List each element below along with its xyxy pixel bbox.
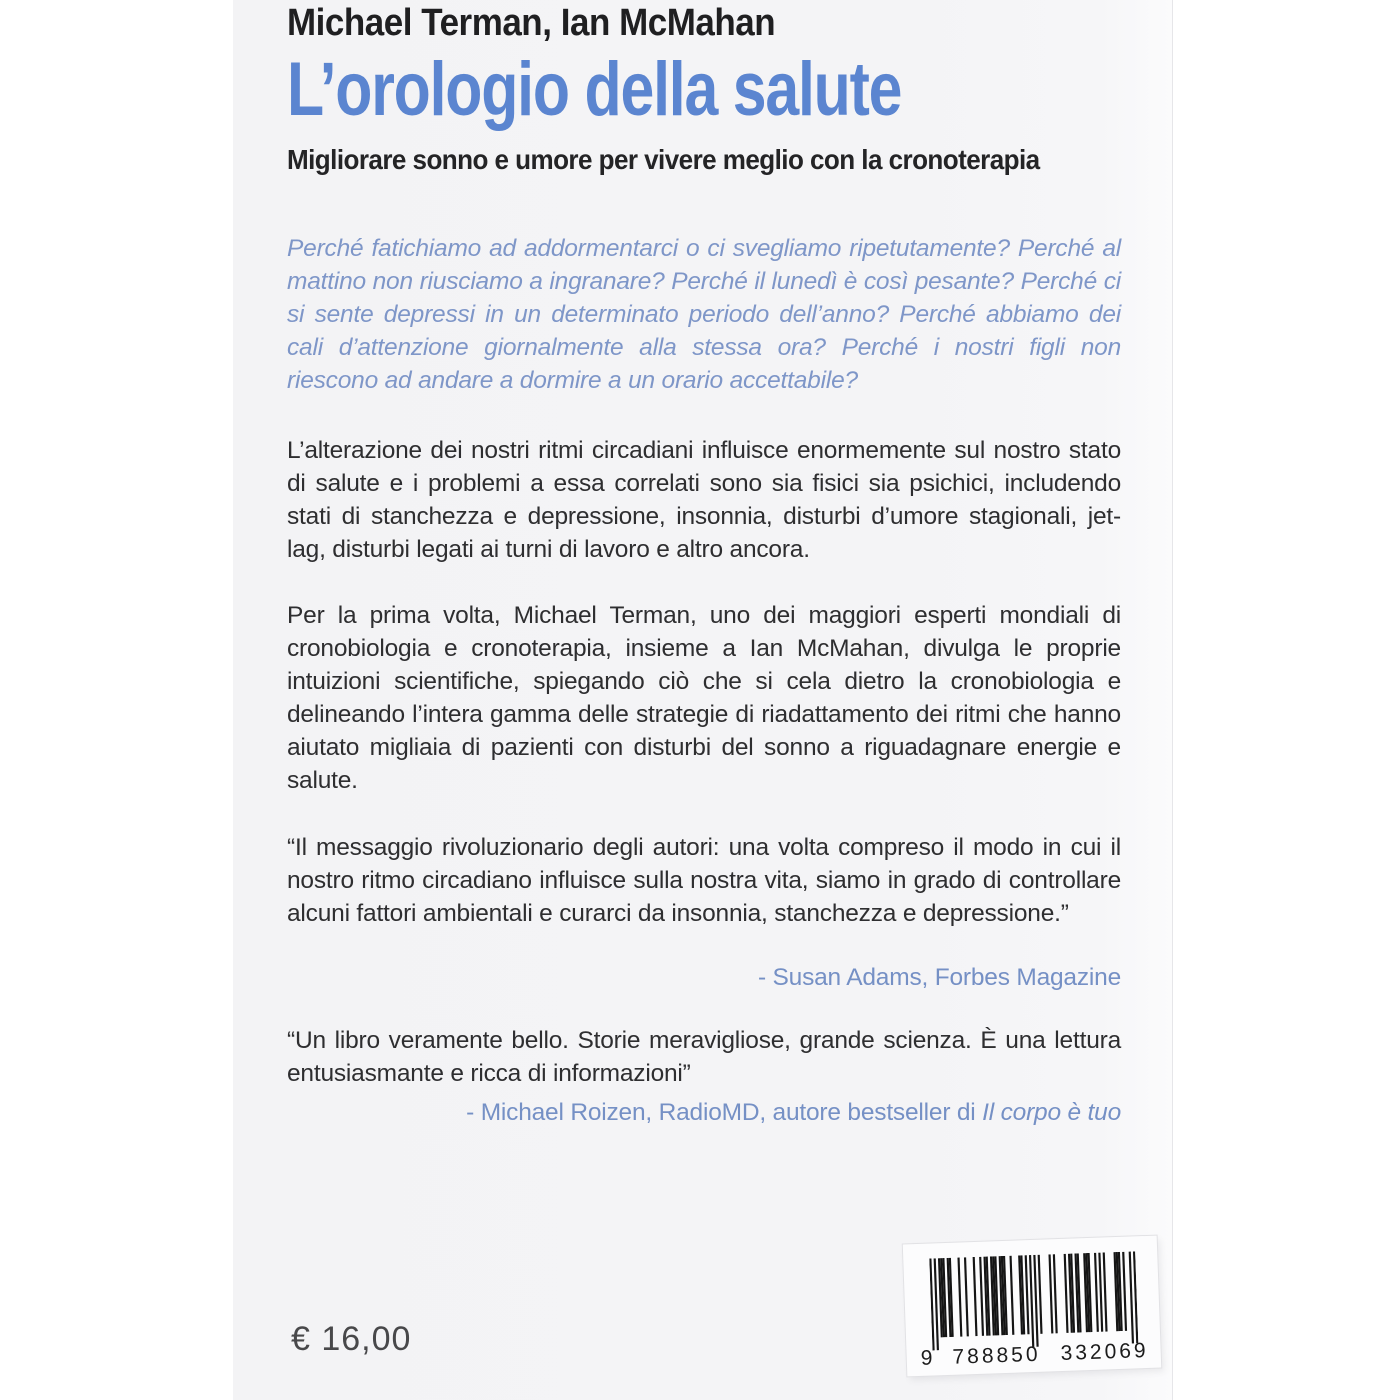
barcode-bars [929,1251,1138,1350]
barcode-digits-group1: 788850 [952,1342,1041,1369]
description-paragraph-1: L’alterazione dei nostri ritmi circadiani influisce enormemente sul nostro stato di salute e i problemi a essa correlati sono sia fisici sia psichici, includendo stati di stanchezza e depressione, insonnia, disturbi d’umore stagionali, jet-lag, disturbi legati ai turni di lavoro e altro ancora. [287,437,1121,563]
review-quote-roizen: “Un libro veramente bello. Storie meravigliose, grande scienza. È una lettura entusiasmante e ricca di informazioni” [287,1027,1121,1087]
price-label: € 16,00 [291,1320,412,1358]
book-subtitle: Migliorare sonno e umore per vivere meglio con la cronoterapia [287,144,1040,175]
book-title: L’orologio della salute [287,47,902,132]
referenced-book-title: Il corpo è tuo [982,1099,1121,1126]
barcode-digits-group2: 332069 [1060,1338,1150,1366]
book-back-cover [233,0,1173,1400]
barcode-label [903,1236,1161,1377]
review-quote-forbes: “Il messaggio rivoluzionario degli autori: una volta compreso il modo in cui il nostro ritmo circadiano influisce sulla nostra vita, siamo in grado di controllare alcuni fattori ambientali e curarci da insonnia, stanchezza e depressione.” [287,834,1121,927]
description-paragraph-2: Per la prima volta, Michael Terman, uno dei maggiori esperti mondiali di cronobiologia e cronoterapia, insieme a Ian McMahan, divulga le proprie intuizioni scientifiche, spiegando ciò che si cela dietro la cronobiologia e delineando l’intera gamma delle strategie di riadattamento dei ritmi che hanno aiutato migliaia di pazienti con disturbi del sonno a riguadagnare energie e salute. [287,602,1121,794]
lead-questions-paragraph: Perché fatichiamo ad addormentarci o ci svegliamo ripetutamente? Perché al mattino non riusciamo a ingranare? Perché il lunedì è così pesante? Perché ci si sente depressi in un determinato periodo dell’anno? Perché abbiamo dei cali d’attenzione giornalmente alla stessa ora? Perché i nostri figli non riescono ad andare a dormire a un orario accettabile? [287,235,1121,394]
review-attribution-forbes: - Susan Adams, Forbes Magazine [757,964,1121,991]
book-authors: Michael Terman, Ian McMahan [287,2,776,44]
barcode-digit-lead: 9 [920,1346,933,1370]
review-attribution-roizen [287,1096,1121,1129]
review-attribution-roizen-text: - Michael Roizen, RadioMD, autore bestseller di [466,1099,983,1126]
